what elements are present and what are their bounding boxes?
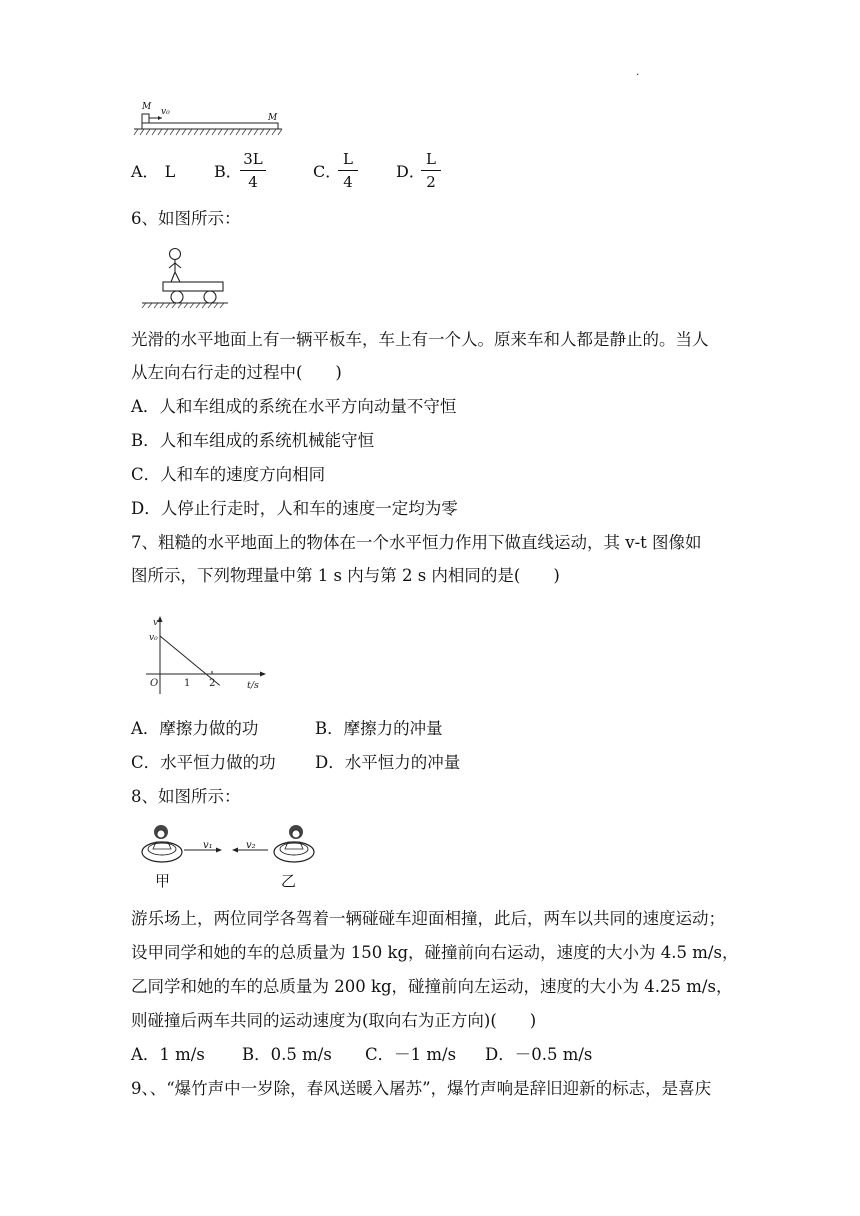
- q6-option-c[interactable]: C．人和车的速度方向相同: [131, 465, 326, 484]
- q5-option-b-letter[interactable]: B．: [214, 162, 242, 181]
- q7-origin-label: O: [150, 678, 159, 689]
- car-left-icon: [142, 825, 182, 862]
- q5-option-c-letter[interactable]: C．: [313, 162, 342, 181]
- q8-header: 8、如图所示：: [131, 787, 241, 806]
- q8-label-jia: 甲: [155, 872, 171, 890]
- q8-v2-label: v₂: [246, 840, 256, 851]
- q8-stem-line-1: 游乐场上，两位同学各驾着一辆碰碰车迎面相撞，此后，两车以共同的速度运动；: [131, 909, 725, 928]
- q6-option-a[interactable]: A．人和车组成的系统在水平方向动量不守恒: [131, 397, 457, 416]
- q9-stem-line-1: 9、、“爆竹声中一岁除，春风送暖入屠苏”，爆竹声响是辞旧迎新的标志，是喜庆: [131, 1079, 712, 1098]
- q6-header: 6、如图所示：: [131, 209, 241, 228]
- q7-option-a[interactable]: A．摩擦力做的功: [131, 719, 259, 738]
- q8-option-c[interactable]: C．－1 m/s: [365, 1045, 457, 1064]
- q5-option-c-fraction: L 4: [338, 150, 358, 191]
- q6-option-b[interactable]: B．人和车组成的系统机械能守恒: [131, 431, 375, 450]
- q6-option-d[interactable]: D．人停止行走时，人和车的速度一定均为零: [131, 499, 458, 518]
- q5-option-d-fraction: L 2: [421, 150, 441, 191]
- q8-option-d[interactable]: D．－0.5 m/s: [485, 1045, 593, 1064]
- q5-option-a[interactable]: A． L: [131, 162, 176, 181]
- q7-stem-line-2: 图所示，下列物理量中第 1 s 内与第 2 s 内相同的是( ): [131, 566, 560, 585]
- q7-tick-2-label: 2: [209, 678, 216, 689]
- q5-velocity-label: v₀: [161, 107, 170, 117]
- q6-stem-line-2: 从左向右行走的过程中( ): [131, 363, 342, 382]
- q8-option-a[interactable]: A．1 m/s: [131, 1045, 205, 1064]
- q8-stem-line-3: 乙同学和她的车的总质量为 200 kg，碰撞前向左运动，速度的大小为 4.25 m/s，: [131, 977, 733, 996]
- q7-tick-1-label: 1: [184, 678, 191, 689]
- q8-bumper-cars-figure: [138, 822, 328, 866]
- q7-vt-graph: [140, 612, 270, 702]
- q7-v-axis-label: v: [153, 618, 159, 628]
- q7-option-d[interactable]: D．水平恒力的冲量: [315, 753, 461, 772]
- q7-stem-line-1: 7、粗糙的水平地面上的物体在一个水平恒力作用下做直线运动，其 v-t 图像如: [131, 533, 702, 552]
- q5-option-d-letter[interactable]: D．: [396, 162, 425, 181]
- q8-v1-label: v₁: [203, 840, 213, 851]
- q7-t-axis-label: t/s: [247, 680, 259, 691]
- q7-option-c[interactable]: C．水平恒力做的功: [131, 753, 276, 772]
- car-right-icon: [274, 825, 314, 862]
- page-dot: .: [636, 67, 640, 78]
- q5-mass-label-board: M: [268, 113, 278, 123]
- q5-option-b-fraction: 3L 4: [240, 150, 266, 191]
- q8-label-yi: 乙: [281, 872, 297, 890]
- q7-option-b[interactable]: B．摩擦力的冲量: [315, 719, 443, 738]
- q6-stem-line-1: 光滑的水平地面上有一辆平板车，车上有一个人。原来车和人都是静止的。当人: [131, 330, 709, 349]
- q8-option-b[interactable]: B．0.5 m/s: [242, 1045, 332, 1064]
- q7-v0-label: v₀: [149, 633, 158, 643]
- q8-stem-line-4: 则碰撞后两车共同的运动速度为(取向右为正方向)( ): [131, 1011, 537, 1030]
- q8-stem-line-2: 设甲同学和她的车的总质量为 150 kg，碰撞前向右运动，速度的大小为 4.5 m/s，: [131, 943, 739, 962]
- q5-mass-label-block: M: [142, 102, 152, 112]
- q6-cart-figure: [140, 246, 230, 310]
